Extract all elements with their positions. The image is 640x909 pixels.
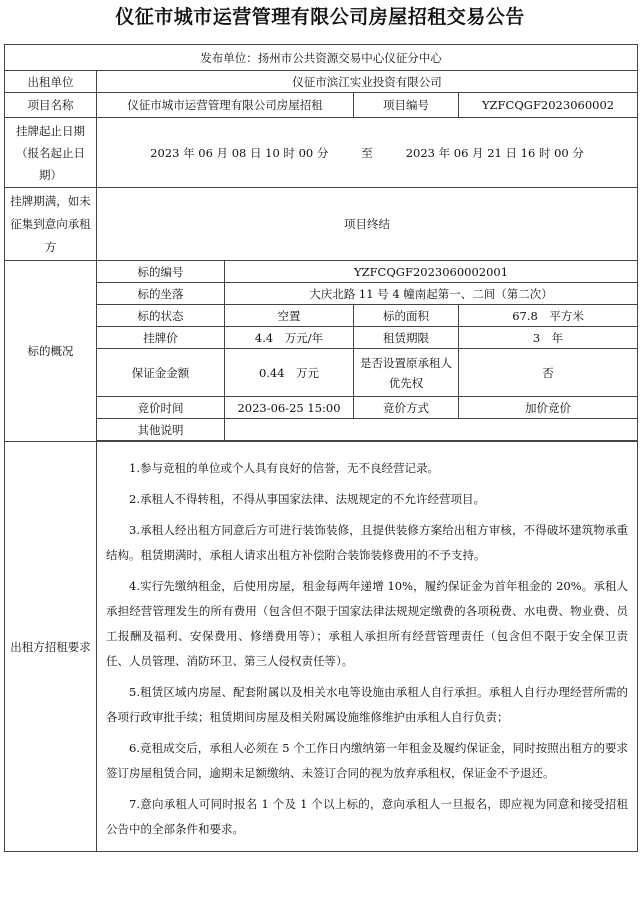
other-label: 其他说明	[97, 419, 225, 441]
other-value	[225, 419, 638, 441]
target-status: 空置	[225, 305, 354, 327]
publisher: 发布单位：扬州市公共资源交易中心仪征分中心	[5, 45, 638, 71]
requirement-item: 3.承租人经出租方同意后方可进行装饰装修，且提供装修方案给出租方审核，不得破坏建筑物承重结构。租赁期满时，承租人请求出租方补偿附合装饰装修费用的不予支持。	[106, 522, 629, 562]
priority-label: 是否设置原承租人优先权	[354, 349, 459, 397]
target-code-label: 标的编号	[97, 261, 225, 283]
bid-method-label: 竞价方式	[354, 397, 459, 419]
priority-value: 否	[459, 349, 638, 397]
target-code: YZFCQGF2023060002001	[225, 261, 638, 283]
project-code-label: 项目编号	[354, 93, 459, 118]
listing-price-label: 挂牌价	[97, 327, 225, 349]
requirement-item: 5.租赁区域内房屋、配套附属以及相关水电等设施由承租人自行承担。承租人自行办理经营所需的各项行政审批手续；租赁期间房屋及相关附属设施维修维护由承租人自行负责；	[106, 684, 629, 724]
requirement-item: 6.竞租成交后，承租人必须在 5 个工作日内缴纳第一年租金及履约保证金，同时按照出租方的要求签订房屋租赁合同，逾期未足额缴纳、未签订合同的视为放弃承租权，保证金不予退还。	[106, 740, 629, 780]
project-name: 仪征市城市运营管理有限公司房屋招租	[97, 93, 354, 118]
listing-label: 挂牌起止日期（报名起止日期）	[5, 118, 97, 188]
requirement-item: 7.意向承租人可同时报名 1 个及 1 个以上标的，意向承租人一旦报名，即应视为同意和接受招租公告中的全部条件和要求。	[106, 796, 629, 836]
bid-time-label: 竞价时间	[97, 397, 225, 419]
expiry-value: 项目终结	[97, 188, 638, 261]
project-code: YZFCQGF2023060002	[459, 93, 638, 118]
page-title: 仪征市城市运营管理有限公司房屋招租交易公告	[115, 6, 525, 28]
bid-time: 2023-06-25 15:00	[225, 397, 354, 419]
target-location-label: 标的坐落	[97, 283, 225, 305]
requirements-list	[97, 442, 638, 852]
expiry-label: 挂牌期满，如未征集到意向承租方	[5, 188, 97, 261]
listing-dates	[97, 118, 638, 188]
requirement-item: 2.承租人不得转租，不得从事国家法律、法规规定的不允许经营项目。	[129, 491, 485, 506]
announcement-table	[4, 44, 638, 852]
lease-term-label: 租赁期限	[354, 327, 459, 349]
deposit-label: 保证金金额	[97, 349, 225, 397]
project-name-label: 项目名称	[5, 93, 97, 118]
target-area: 67.8 平方米	[459, 305, 638, 327]
requirements-label: 出租方招租要求	[5, 442, 97, 852]
lessor-value: 仪征市滨江实业投资有限公司	[97, 71, 638, 93]
target-location: 大庆北路 11 号 4 幢南起第一、二间（第二次）	[225, 283, 638, 305]
listing-price: 4.4 万元/年	[225, 327, 354, 349]
lessor-label: 出租单位	[5, 71, 97, 93]
bid-method: 加价竞价	[459, 397, 638, 419]
requirement-item: 1.参与竞租的单位或个人具有良好的信誉，无不良经营记录。	[129, 460, 439, 475]
target-status-label: 标的状态	[97, 305, 225, 327]
target-area-label: 标的面积	[354, 305, 459, 327]
requirement-item: 4.实行先缴纳租金，后使用房屋，租金每两年递增 10%，履约保证金为首年租金的 20%。承租人承担经营管理发生的所有费用（包含但不限于国家法律法规规定缴费的各项税费、水电费、物业费、员工报酬及福利、安保费用、修缮费用等）；承租人承担所有经营管理责任（包含但不限于安全保卫责任、人员管理、消防环卫、第三人侵权责任等）。	[106, 578, 629, 668]
overview-label: 标的概况	[5, 261, 97, 442]
lease-term: 3 年	[459, 327, 638, 349]
listing-end: 2023 年 06 月 21 日 16 时 00 分	[405, 145, 584, 160]
listing-to: 至	[361, 145, 373, 160]
listing-start: 2023 年 06 月 08 日 10 时 00 分	[150, 145, 329, 160]
deposit-value: 0.44 万元	[225, 349, 354, 397]
